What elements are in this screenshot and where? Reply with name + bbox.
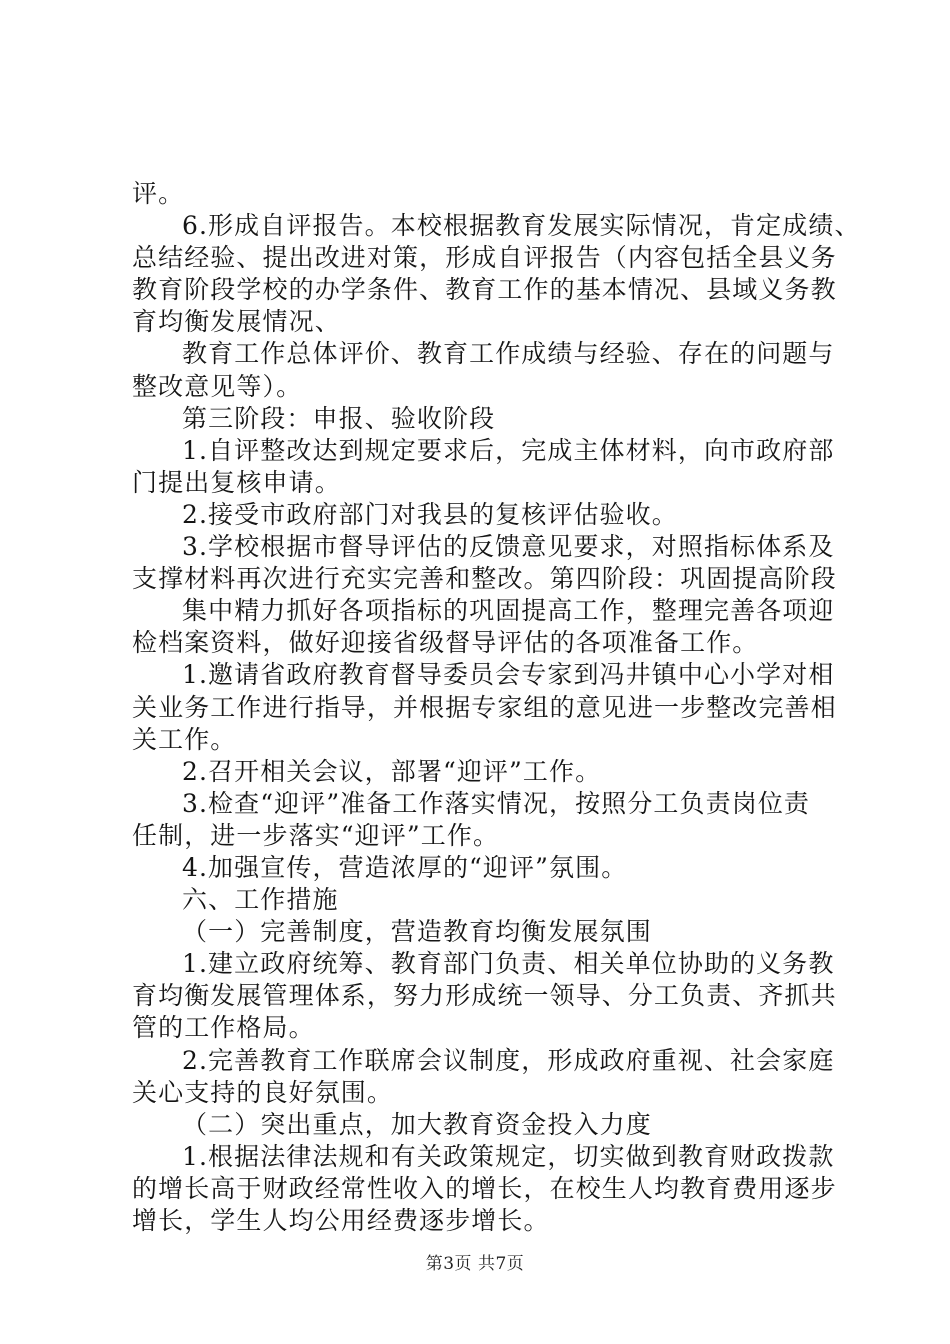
text-line: 3.学校根据市督导评估的反馈意见要求，对照指标体系及 [182, 532, 835, 562]
text-line: 关业务工作进行指导，并根据专家组的意见进一步整改完善相 [132, 692, 837, 722]
text-line: 第三阶段：申报、验收阶段 [182, 403, 496, 433]
text-line: 1.自评整改达到规定要求后，完成主体材料，向市政府部 [182, 435, 835, 465]
text-line: 集中精力抓好各项指标的巩固提高工作，整理完善各项迎 [182, 596, 835, 626]
text-line: 任制，进一步落实“迎评”工作。 [132, 820, 500, 850]
text-line: 2.召开相关会议，部署“迎评”工作。 [182, 756, 602, 786]
text-line: 6.形成自评报告。本校根据教育发展实际情况，肯定成绩、 [182, 211, 861, 241]
text-line: 1.邀请省政府教育督导委员会专家到冯井镇中心小学对相 [182, 660, 835, 690]
text-line: 1.根据法律法规和有关政策规定，切实做到教育财政拨款 [182, 1141, 835, 1171]
text-line: 2.完善教育工作联席会议制度，形成政府重视、社会家庭 [182, 1045, 835, 1075]
text-line: 整改意见等）。 [132, 371, 303, 401]
text-line: 关心支持的良好氛围。 [132, 1077, 394, 1107]
text-line: 育均衡发展情况、 [132, 307, 341, 337]
text-line: 3.检查“迎评”准备工作落实情况，按照分工负责岗位责 [182, 788, 811, 818]
text-line: 1.建立政府统筹、教育部门负责、相关单位协助的义务教 [182, 949, 835, 979]
text-line: 关工作。 [132, 724, 237, 754]
text-line: 增长，学生人均公用经费逐步增长。 [132, 1206, 550, 1235]
text-line: 六、工作措施 [182, 885, 339, 915]
text-line: （一）完善制度，营造教育均衡发展氛围 [182, 917, 652, 947]
text-line: 门提出复核申请。 [132, 467, 341, 497]
document-body [132, 178, 861, 1237]
text-line: 4.加强宣传，营造浓厚的“迎评”氛围。 [182, 852, 628, 882]
text-line: 检档案资料，做好迎接省级督导评估的各项准备工作。 [132, 628, 759, 658]
text-line: （二）突出重点，加大教育资金投入力度 [182, 1109, 652, 1139]
text-line: 2.接受市政府部门对我县的复核评估验收。 [182, 499, 678, 529]
text-line: 的增长高于财政经常性收入的增长，在校生人均教育费用逐步 [132, 1173, 837, 1203]
text-line: 支撑材料再次进行充实完善和整改。第四阶段：巩固提高阶段 [132, 564, 837, 594]
page-footer: 第3页 共7页 [425, 1254, 525, 1274]
text-line: 育均衡发展管理体系，努力形成统一领导、分工负责、齐抓共 [132, 981, 837, 1011]
text-line: 总结经验、提出改进对策，形成自评报告（内容包括全县义务 [132, 243, 837, 273]
text-line: 评。 [132, 179, 185, 208]
text-line: 教育阶段学校的办学条件、教育工作的基本情况、县域义务教 [132, 275, 837, 305]
text-line: 管的工作格局。 [132, 1013, 315, 1043]
text-line: 教育工作总体评价、教育工作成绩与经验、存在的问题与 [182, 339, 835, 369]
